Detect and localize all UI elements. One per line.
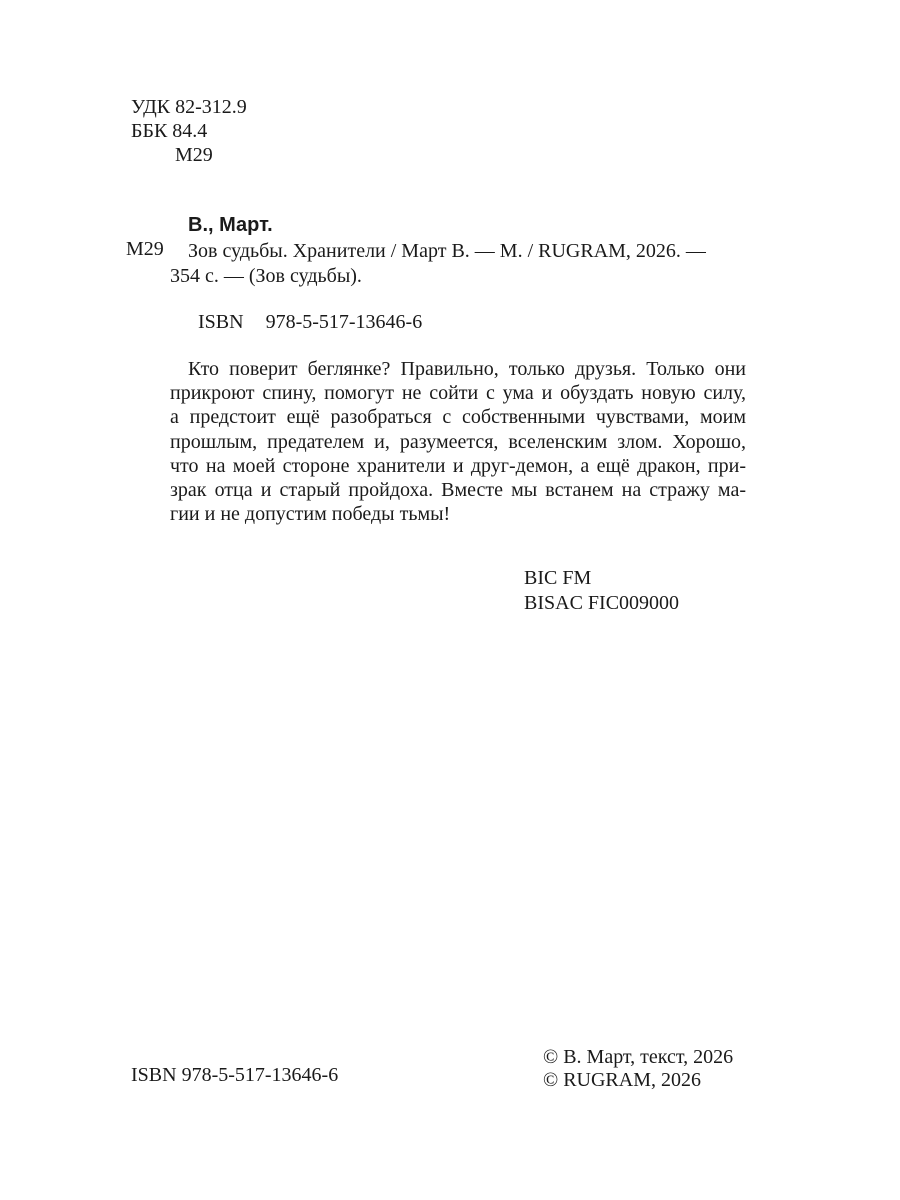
annotation-line: прошлым, предателем и, разумеется, вселенским злом. Хорошо, [170, 430, 746, 453]
bibliographic-description [170, 239, 750, 289]
biblio-line: Зов судьбы. Хранители / Март В. — М. / RUGRAM, 2026. — [188, 240, 706, 262]
annotation-line: Кто поверит беглянке? Правильно, только друзья. Только они [188, 358, 746, 380]
side-author-mark: М29 [126, 238, 164, 260]
isbn-number: 978-5-517-13646-6 [265, 311, 423, 333]
footer-isbn: ISBN 978-5-517-13646-6 [131, 1064, 339, 1086]
annotation-line: что на моей стороне хранители и друг-демон, а ещё дракон, при- [170, 454, 746, 477]
isbn-label: ISBN [198, 311, 244, 333]
bbk-code: ББК 84.4 [131, 120, 208, 142]
isbn-entry [198, 310, 422, 334]
copyright-block [543, 1046, 733, 1092]
copyright-text: © В. Март, текст, 2026 [543, 1046, 734, 1068]
subject-codes [524, 566, 679, 616]
annotation [170, 357, 746, 526]
udk-code: УДК 82-312.9 [131, 96, 247, 118]
annotation-line: прикроют спину, помогут не сойти с ума и обуздать новую силу, [170, 382, 746, 405]
bisac-code: BISAC FIC009000 [524, 592, 680, 614]
classification-codes [131, 95, 247, 167]
copyright-publisher: © RUGRAM, 2026 [543, 1069, 701, 1091]
annotation-line: а предстоит ещё разобраться с собственными чувствами, моим [170, 406, 746, 429]
bic-code: BIC FM [524, 567, 592, 589]
biblio-line: 354 с. — (Зов судьбы). [170, 265, 362, 287]
author-name: В., Март. [188, 214, 273, 236]
author-mark: М29 [175, 144, 213, 166]
annotation-line: зрак отца и старый пройдоха. Вместе мы встанем на стражу ма- [170, 479, 746, 502]
annotation-line: гии и не допустим победы тьмы! [170, 503, 451, 526]
